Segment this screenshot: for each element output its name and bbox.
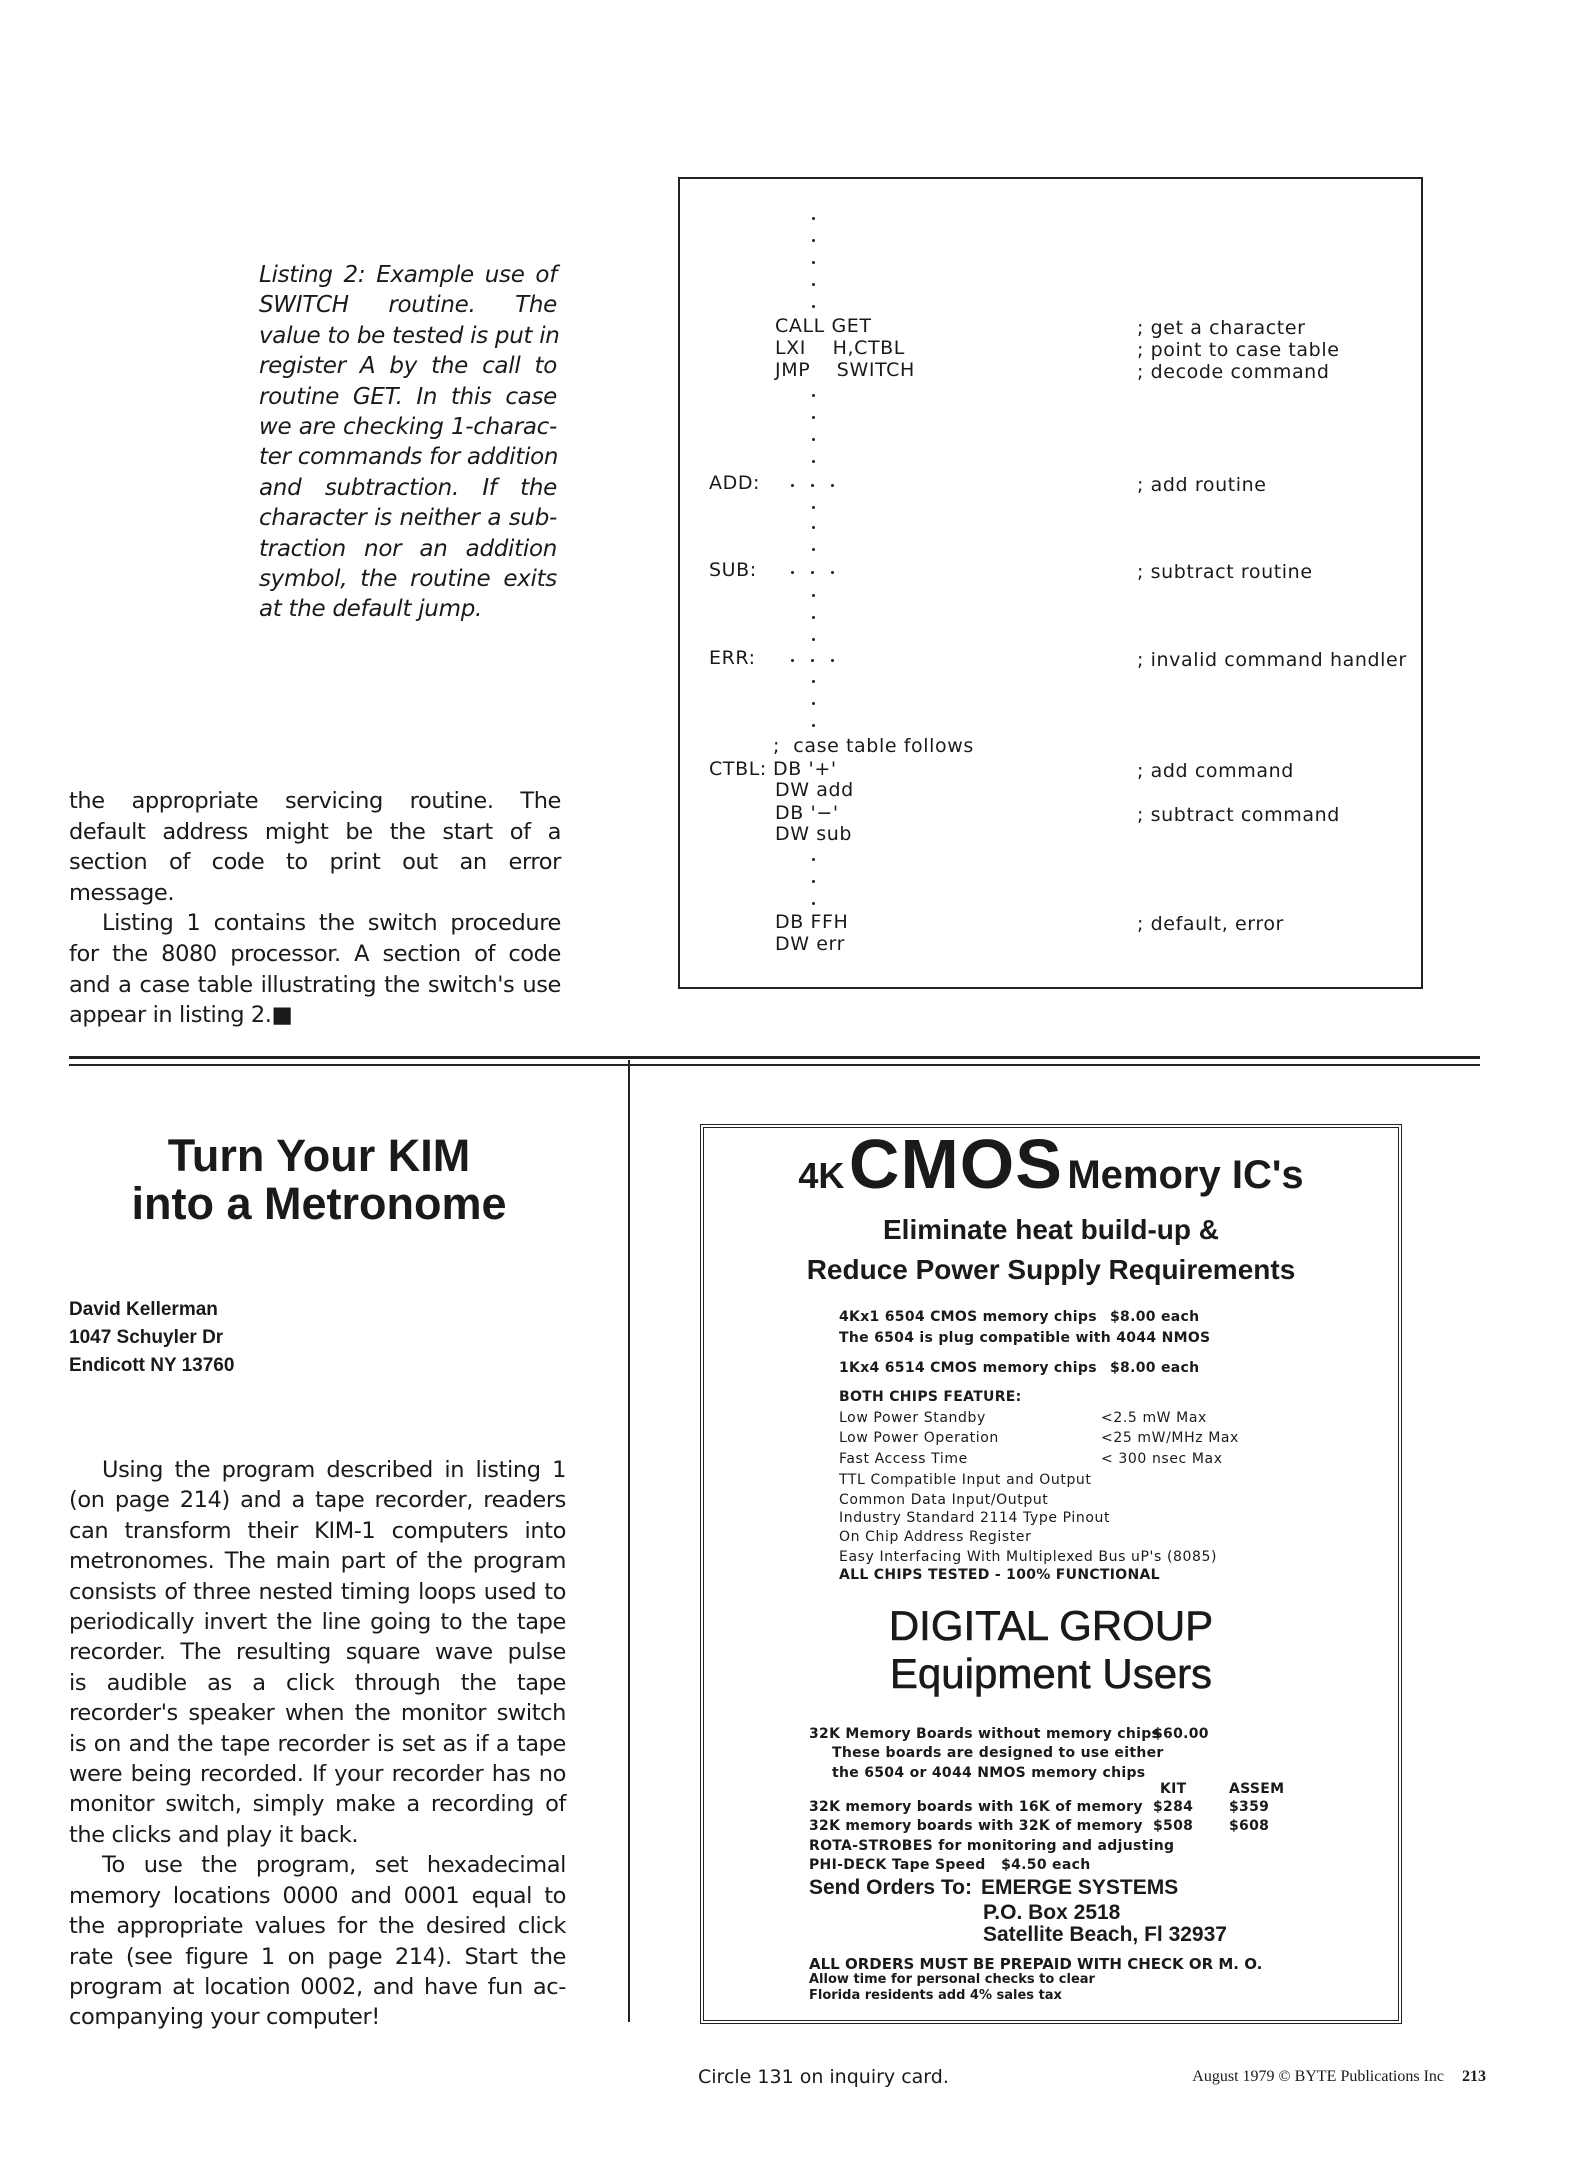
text-line: section of code to print out an error [69, 849, 561, 876]
ellipsis-dot [791, 659, 794, 662]
listing-caption [259, 260, 560, 625]
text-line: and a case table illustrating the switch's use [69, 971, 561, 998]
feature-line: Easy Interfacing With Multiplexed Bus uP's (8085) [839, 1549, 1218, 1565]
ellipsis-dot [812, 548, 815, 551]
ellipsis-dot [812, 416, 815, 419]
ellipsis-dot [812, 239, 815, 242]
code-instruction: LXI H,CTBL [775, 337, 905, 359]
section-divider [69, 1056, 1480, 1059]
ellipsis-dot [811, 659, 814, 662]
text-line: appear in listing 2.■ [69, 1002, 293, 1029]
code-comment: ; get a character [1137, 317, 1306, 339]
ellipsis-dot [831, 659, 834, 662]
column-kit: KIT [1160, 1781, 1187, 1797]
headline-main: CMOS [848, 1125, 1063, 1203]
features-heading: BOTH CHIPS FEATURE: [839, 1389, 1022, 1405]
ellipsis-dot [812, 680, 815, 683]
board-assem-price: $608 [1229, 1818, 1270, 1834]
product-line: The 6504 is plug compatible with 4044 NMOS [839, 1330, 1211, 1346]
code-comment: ; subtract routine [1137, 561, 1313, 583]
rota-line: PHI-DECK Tape Speed $4.50 each [809, 1857, 1091, 1873]
text-line: memory locations 0000 and 0001 equal to [69, 1882, 566, 1909]
feature-line: Fast Access Time [839, 1451, 968, 1467]
code-line [680, 780, 1421, 802]
ellipsis-dot [812, 305, 815, 308]
feature-line: Low Power Operation [839, 1430, 999, 1446]
ellipsis-dot [812, 616, 815, 619]
text-line: monitor switch, simply make a recording of [69, 1791, 566, 1818]
headline-suffix: Memory IC's [1067, 1153, 1304, 1197]
ellipsis-dot [812, 283, 815, 286]
page-footer [1150, 2068, 1486, 2086]
ellipsis-dot [812, 217, 815, 220]
code-line [680, 803, 1421, 825]
code-line [680, 912, 1421, 934]
caption-line: routine GET. In this case [259, 383, 557, 410]
author-city: Endicott NY 13760 [69, 1355, 235, 1376]
caption-line: character is neither a sub- [259, 505, 557, 532]
author-block [69, 1296, 234, 1380]
code-line [680, 316, 1421, 338]
board-line: 32K Memory Boards without memory chips [809, 1726, 1161, 1742]
subhead-line: Reduce Power Supply Requirements [806, 1254, 1296, 1285]
address-line: P.O. Box 2518 [983, 1901, 1121, 1924]
code-comment: ; add routine [1137, 474, 1267, 496]
code-comment: ; add command [1137, 760, 1294, 782]
group-line: DIGITAL GROUP [888, 1602, 1214, 1649]
title-line: into a Metronome [131, 1178, 507, 1229]
board-kit-price: $284 [1153, 1799, 1194, 1815]
ellipsis-dot [812, 702, 815, 705]
text-line: (on page 214) and a tape recorder, readers [69, 1487, 566, 1514]
caption-line: we are checking 1-charac- [259, 414, 557, 441]
code-instruction: JMP SWITCH [775, 359, 915, 381]
caption-line: Listing 2: Example use of [259, 262, 557, 288]
ellipsis-dot [812, 506, 815, 509]
address-line: EMERGE SYSTEMS [981, 1876, 1179, 1899]
caption-line: symbol, the routine exits [259, 566, 557, 593]
board-kit-price: $508 [1153, 1818, 1194, 1834]
column-assem: ASSEM [1229, 1781, 1285, 1797]
send-orders-label: Send Orders To: [809, 1876, 972, 1899]
code-line [680, 824, 1421, 846]
code-instruction: DB '+' [773, 758, 837, 780]
product-line: 1Kx4 6514 CMOS memory chips [839, 1360, 1097, 1376]
text-line: the appropriate servicing routine. The [69, 788, 561, 814]
caption-line: register A by the call to [259, 353, 557, 380]
text-line: companying your computer! [69, 2004, 380, 2031]
code-instruction: CALL GET [775, 315, 872, 337]
feature-line: On Chip Address Register [839, 1529, 1032, 1545]
ellipsis-dot [812, 594, 815, 597]
fine-print: ALL ORDERS MUST BE PREPAID WITH CHECK OR M. O. [809, 1955, 1263, 1973]
fine-print: Florida residents add 4% sales tax [809, 1988, 1062, 2003]
ellipsis-dot [812, 438, 815, 441]
text-line: message. [69, 879, 175, 906]
ellipsis-dot [812, 858, 815, 861]
text-line: default address might be the start of a [69, 818, 561, 845]
digital-group-heading [704, 1602, 1398, 1698]
ellipsis-dot [812, 902, 815, 905]
author-street: 1047 Schuyler Dr [69, 1327, 224, 1348]
code-line [680, 648, 1421, 670]
caption-line: ter commands for addition [259, 444, 559, 471]
board-row: 32K memory boards with 16K of memory [809, 1799, 1143, 1815]
ellipsis-dot [791, 571, 794, 574]
ellipsis-dot [812, 638, 815, 641]
code-line [680, 473, 1421, 495]
code-instruction: DB FFH [775, 911, 849, 933]
text-line: were being recorded. If your recorder has no [69, 1761, 566, 1788]
ellipsis-dot [831, 484, 834, 487]
ellipsis-dot [812, 526, 815, 529]
ad-subhead [704, 1210, 1398, 1290]
board-row: 32K memory boards with 32K of memory [809, 1818, 1143, 1834]
board-note: These boards are designed to use either [832, 1745, 1164, 1761]
board-assem-price: $359 [1229, 1799, 1270, 1815]
caption-line: traction nor an addition [259, 535, 557, 562]
feature-line: Common Data Input/Output [839, 1492, 1049, 1508]
ellipsis-dot [812, 724, 815, 727]
text-line: can transform their KIM-1 computers into [69, 1517, 566, 1544]
ellipsis-dot [812, 880, 815, 883]
code-line [680, 360, 1421, 382]
feature-line: TTL Compatible Input and Output [839, 1472, 1092, 1488]
code-line [680, 759, 1421, 781]
title-line: Turn Your KIM [167, 1130, 471, 1181]
tested-note: ALL CHIPS TESTED - 100% FUNCTIONAL [839, 1567, 1160, 1583]
text-line: the appropriate values for the desired click [69, 1913, 566, 1940]
ellipsis-dot [811, 484, 814, 487]
code-label: ERR: [709, 647, 756, 669]
feature-value: < 300 nsec Max [1101, 1451, 1223, 1467]
ad-headline [704, 1124, 1398, 1204]
text-line: the clicks and play it back. [69, 1821, 359, 1848]
code-comment: ; point to case table [1137, 339, 1340, 361]
text-line: rate (see figure 1 on page 214). Start the [69, 1943, 566, 1970]
code-instruction: DW err [775, 933, 846, 955]
text-line: program at location 0002, and have fun ac- [69, 1973, 566, 2000]
ellipsis-dot [831, 571, 834, 574]
column-divider [628, 1060, 630, 2022]
ellipsis-dot [812, 460, 815, 463]
text-line: Listing 1 contains the switch procedure [102, 910, 561, 937]
text-line: recorder. The resulting square wave pulse [69, 1639, 566, 1666]
headline-prefix: 4K [798, 1155, 845, 1196]
caption-line: SWITCH routine. The [259, 292, 557, 319]
code-line [680, 338, 1421, 360]
ellipsis-dot [812, 261, 815, 264]
code-instruction: DW sub [775, 823, 853, 845]
text-line: periodically invert the line going to the tape [69, 1609, 566, 1636]
publication-credit: August 1979 © BYTE Publications Inc [1192, 2068, 1444, 2085]
text-line: consists of three nested timing loops used to [69, 1578, 566, 1605]
text-line: recorder's speaker when the monitor switch [69, 1700, 566, 1727]
board-note: the 6504 or 4044 NMOS memory chips [832, 1765, 1146, 1781]
text-line: is on and the tape recorder is set as if a tape [69, 1730, 566, 1757]
product-price: $8.00 each [1110, 1360, 1200, 1376]
code-instruction: DW add [775, 779, 854, 801]
text-line: To use the program, set hexadecimal [102, 1852, 566, 1879]
product-line: 4Kx1 6504 CMOS memory chips [839, 1309, 1097, 1325]
code-line [680, 934, 1421, 956]
code-instruction: DB '−' [775, 802, 839, 824]
article-body [69, 1455, 566, 2033]
code-label: CTBL: [709, 758, 767, 780]
code-comment: ; subtract command [1137, 804, 1340, 826]
listing-2-box [678, 177, 1423, 989]
feature-line: Low Power Standby [839, 1410, 986, 1426]
code-line [680, 736, 1421, 758]
code-comment: ; invalid command handler [1137, 649, 1407, 671]
feature-value: <25 mW/MHz Max [1101, 1430, 1239, 1446]
board-price: $60.00 [1153, 1726, 1209, 1742]
article-title [69, 1132, 569, 1228]
ellipsis-dot [791, 484, 794, 487]
code-label: SUB: [709, 559, 757, 581]
ellipsis-dot [812, 394, 815, 397]
address-line: Satellite Beach, Fl 32937 [983, 1923, 1227, 1946]
code-instruction: ; case table follows [773, 735, 974, 757]
caption-line: and subtraction. If the [259, 474, 557, 501]
subhead-line: Eliminate heat build-up & [882, 1214, 1219, 1245]
group-line: Equipment Users [889, 1650, 1213, 1697]
code-comment: ; decode command [1137, 361, 1330, 383]
rota-line: ROTA-STROBES for monitoring and adjusting [809, 1838, 1175, 1854]
feature-line: Industry Standard 2114 Type Pinout [839, 1510, 1111, 1526]
text-line: for the 8080 processor. A section of code [69, 940, 561, 967]
code-line [680, 560, 1421, 582]
fine-print: Allow time for personal checks to clear [809, 1972, 1095, 1987]
author-name: David Kellerman [69, 1299, 218, 1320]
caption-line: value to be tested is put in [259, 322, 560, 349]
inquiry-note: Circle 131 on inquiry card. [698, 2066, 949, 2088]
code-comment: ; default, error [1137, 913, 1284, 935]
caption-line: at the default jump. [259, 596, 483, 623]
article-continuation-text [69, 786, 561, 1031]
feature-value: <2.5 mW Max [1101, 1410, 1207, 1426]
code-label: ADD: [709, 472, 761, 494]
page-number: 213 [1462, 2068, 1486, 2085]
product-price: $8.00 each [1110, 1309, 1200, 1325]
text-line: is audible as a click through the tape [69, 1669, 566, 1696]
text-line: metronomes. The main part of the program [69, 1548, 566, 1575]
cmos-memory-ad [700, 1124, 1402, 2024]
ellipsis-dot [811, 571, 814, 574]
text-line: Using the program described in listing 1 [102, 1457, 566, 1483]
section-divider [69, 1064, 1480, 1066]
